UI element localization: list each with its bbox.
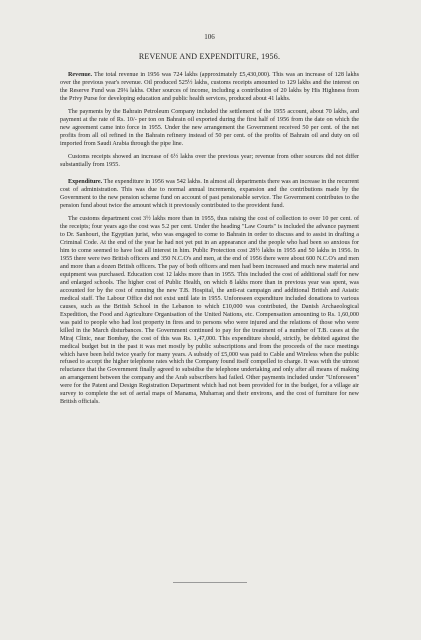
page-title: REVENUE AND EXPENDITURE, 1956. [138, 52, 281, 61]
bottom-divider [173, 582, 247, 583]
expenditure-paragraph-1-text: The expenditure in 1956 was 542 lakhs. In almost all departments there was an increase in the recurrent cost of administration. This was due to normal annual increments, expansion and the contributions made by the Government to the new pension scheme fund on account of past pensionable service. The Government contributes to the pension fund about twice the amount which it previously contributed to the provident fund. [60, 179, 359, 210]
expenditure-heading: Expenditure. [68, 179, 103, 186]
revenue-paragraph-2: The payments by the Bahrain Petroleum Company included the settlement of the 1955 account, about 70 lakhs, and payment at the rate of Rs. 10/- per ton on Bahrain oil exported during the first half of 1956 from the date on which the new agreement came into force in 1955. Under the new arrangement the Government received 50 per cent. of the net profits from all oil refined in the Bahrain refinery instead of 50 per cent. of the profits of Bahrain oil and duty on oil imported from Saudi Arabia through the pipe line. [60, 108, 359, 147]
expenditure-paragraph-1 [60, 179, 359, 211]
revenue-heading: Revenue. [68, 72, 93, 78]
expenditure-section [60, 179, 359, 407]
revenue-paragraph-1 [60, 72, 359, 104]
revenue-section [60, 72, 359, 169]
revenue-paragraph-1-text: The total revenue in 1956 was 724 lakhs (approximately £5,430,000). This was an increase of 128 lakhs over the previous year's revenue. Oil produced 525½ lakhs, customs receipts amounted to 129 lakhs and the interest on the Reserve Fund was 29¼ lakhs. Other sources of income, including a contribution of 20 lakhs by His Highness from the Privy Purse for developing education and public health services, produced about 41 lakhs. [60, 72, 359, 102]
page-number: 106 [204, 33, 215, 41]
revenue-paragraph-3: Customs receipts showed an increase of 6½ lakhs over the previous year; revenue from other sources did not differ substantially from 1955. [60, 153, 359, 168]
expenditure-paragraph-2: The customs department cost 3½ lakhs more than in 1955, thus raising the cost of collection to over 10 per cent. of the receipts; four years ago the cost was 5.2 per cent. Under the heading "Law Courts" is included the advance payment to Dr. Sanhouri, the Egyptian jurist, who was engaged to come to Bahrain in order to discuss and to assist in drafting a Criminal Code. At the end of the year he had not yet put in an appearance and the people who had been so anxious for him to come seemed to have lost all interest in him. Public Protection cost 28½ lakhs in 1955 and 50 lakhs in 1956. In 1955 there were two British officers and 350 N.C.O's and men, at the end of 1956 there were about 600 N.C.O's and men and more than a dozen British officers. The pay of both officers and men had been increased and much new material and equipment was purchased. Education cost 12 lakhs more than in 1955. This included the cost of additional staff for new and enlarged schools. The higher cost of Public Health, on which 8 lakhs more than in previous year was spent, was accounted for by the cost of running the new T.B. Hospital, the anti-rat campaign and additional British and Asiatic medical staff. The Labour Office did not exist until late in 1955. Unforeseen expenditure included donations to various causes, such as the British School in the Lebanon to which £10,000 was contributed, the Danish Archaeological Expedition, the Food and Agriculture Organisation of the United Nations, etc. Compensation amounting to Rs. 1,60,000 was paid to people who had lost property in fires and to persons who were injured and the relations of those who were killed in the March disturbances. The Government continued to pay for the treatment of a number of T.B. cases at the Miraj Clinic, near Bombay, the cost of this was Rs. 1,47,000. This expenditure should, strictly, be debited against the medical budget but in the past it was met mostly by public subscriptions and from the proceeds of the race meetings which have been held twice yearly for many years. A subsidy of £5,000 was paid to Cable and Wireless when the public refused to accept the higher telephone rates which the Company found itself compelled to charge. It was with the utmost reluctance that the Government finally agreed to subsidise the telephone undertaking and only after all means of making an arrangement between the company and the Arab subscribers had failed. Other payments included under "Unforeseen" were for the Patent and Design Registration Department which had not been provided for in the budget, for a village air survey to complete the set of aerial maps of Manama, Muharraq and their environs, and the cost of furniture for new British officials. [60, 216, 359, 406]
